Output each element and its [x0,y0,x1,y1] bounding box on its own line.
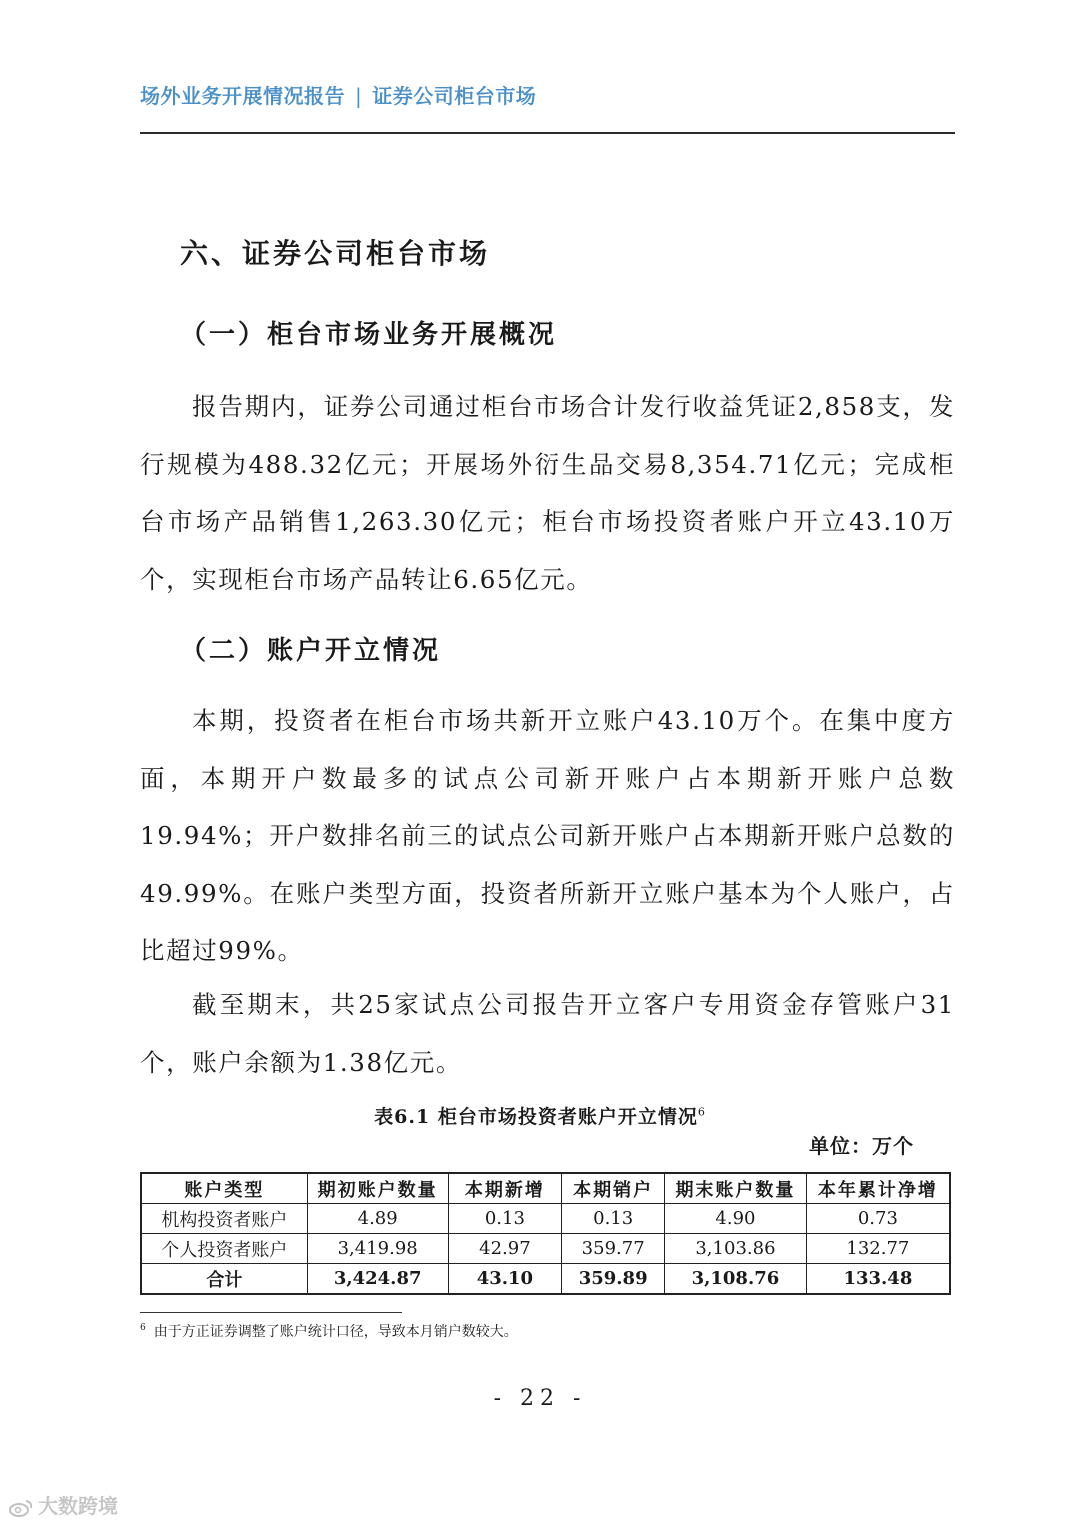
table-cell: 43.10 [448,1264,562,1295]
table-row [141,1204,950,1234]
weibo-logo-icon [8,1498,34,1518]
table-cell: 359.77 [562,1234,665,1264]
column-header: 本期销户 [562,1173,665,1204]
table-cell: 42.97 [448,1234,562,1264]
header-separator: | [355,84,363,108]
column-header: 期末账户数量 [665,1173,807,1204]
subsection-2-paragraph-1: 本期，投资者在柜台市场共新开立账户43.10万个。在集中度方面，本期开户数最多的试点公司新开账户占本期新开账户总数19.94%；开户数排名前三的试点公司新开账户占本期新开账户总数的49.99%。在账户类型方面，投资者所新开立账户基本为个人账户，占比超过99%。 [140,706,955,965]
table-cell: 机构投资者账户 [141,1204,307,1234]
footnote [140,1321,518,1341]
table-cell: 0.13 [448,1204,562,1234]
table-cell: 133.48 [806,1264,950,1295]
footnote-rule [140,1312,402,1313]
table-cell: 3,108.76 [665,1264,807,1295]
watermark-text: 大数跨境 [38,1494,118,1518]
column-header: 本期新增 [448,1173,562,1204]
column-header: 期初账户数量 [307,1173,448,1204]
header-report-title: 场外业务开展情况报告 [140,84,345,108]
page-number: - 22 - [493,1386,587,1411]
subsection-1-title: （一）柜台市场业务开展概况 [180,320,558,350]
table-cell: 359.89 [562,1264,665,1295]
table-cell: 合计 [141,1264,307,1295]
column-header: 本年累计净增 [806,1173,950,1204]
table-caption-text: 表6.1 柜台市场投资者账户开立情况 [374,1106,698,1128]
table-cell: 0.13 [562,1204,665,1234]
section-title: 六、证券公司柜台市场 [180,237,491,270]
column-header: 账户类型 [141,1173,307,1204]
table-footnote-ref: 6 [697,1105,706,1119]
subsection-1-paragraph: 报告期内，证券公司通过柜台市场合计发行收益凭证2,858支，发行规模为488.32亿元；开展场外衍生品交易8,354.71亿元；完成柜台市场产品销售1,263.30亿元；柜台市场投资者账户开立43.10万个，实现柜台市场产品转让6.65亿元。 [140,392,955,594]
subsection-2-title: （二）账户开立情况 [180,636,442,666]
table-cell: 3,419.98 [307,1234,448,1264]
table-caption [0,1102,1080,1129]
table-cell: 个人投资者账户 [141,1234,307,1264]
table-total-row [141,1264,950,1295]
table-cell: 4.89 [307,1204,448,1234]
table-cell: 4.90 [665,1204,807,1234]
footnote-text: 由于方正证券调整了账户统计口径，导致本月销户数较大。 [153,1324,518,1340]
footnote-number: 6 [140,1323,146,1334]
header-rule [140,132,955,134]
table-header-row [141,1173,950,1204]
table-row [141,1234,950,1264]
table-unit: 单位：万个 [809,1134,914,1158]
watermark [8,1490,118,1519]
table-cell: 3,103.86 [665,1234,807,1264]
table-cell: 3,424.87 [307,1264,448,1295]
table-cell: 0.73 [806,1204,950,1234]
table-cell: 132.77 [806,1234,950,1264]
account-table [140,1172,951,1295]
page-header [140,80,536,109]
subsection-2-paragraph-2: 截至期末，共25家试点公司报告开立客户专用资金存管账户31个，账户余额为1.38亿元。 [140,990,955,1077]
header-section-name: 证券公司柜台市场 [372,84,537,108]
